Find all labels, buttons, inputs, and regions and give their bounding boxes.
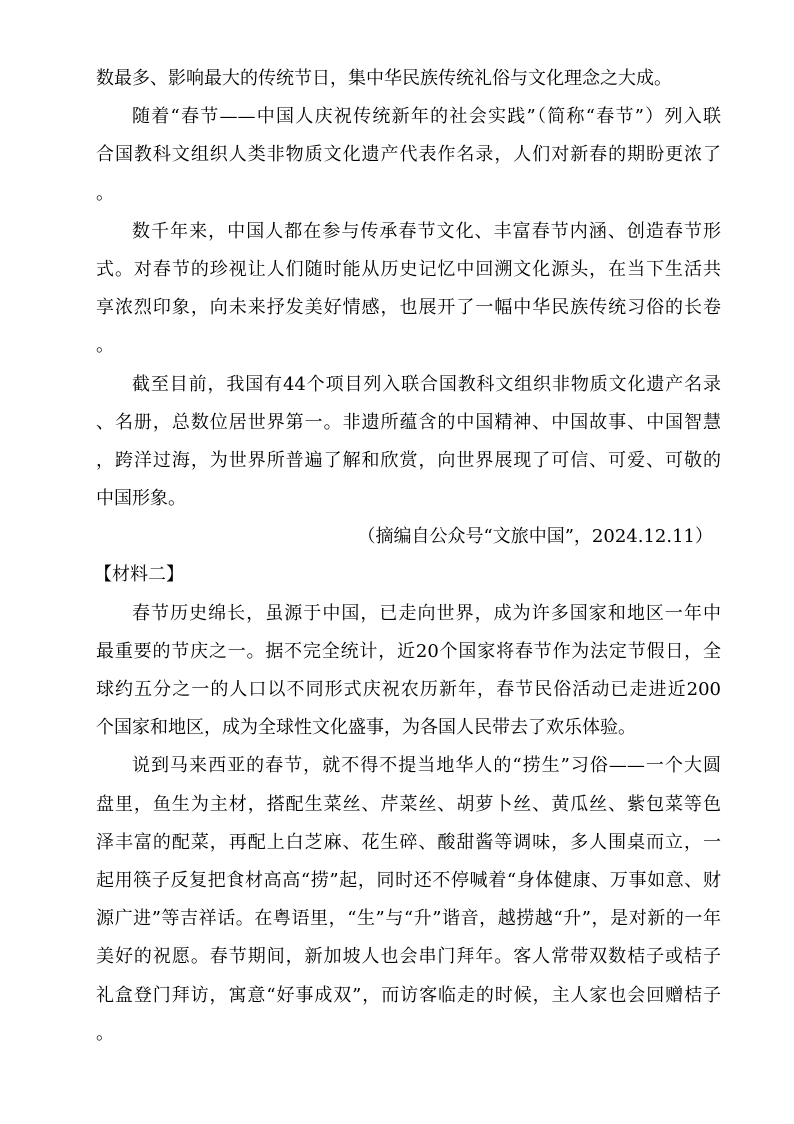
text-line: 、名册，总数位居世界第一。非遗所蕴含的中国精神、中国故事、中国智慧 — [96, 411, 721, 433]
text-line: ，跨洋过海，为世界所普遍了解和欣赏，向世界展现了可信、可爱、可敬的 — [96, 449, 721, 471]
text-line: 泽丰富的配菜，再配上白芝麻、花生碎、酸甜酱等调味，多人围桌而立，一 — [96, 831, 721, 853]
text-line: 盘里，鱼生为主材，搭配生菜丝、芹菜丝、胡萝卜丝、黄瓜丝、紫包菜等色 — [96, 793, 721, 815]
text-line: 最重要的节庆之一。据不完全统计，近20个国家将春节作为法定节假日，全 — [96, 640, 721, 662]
paragraph-start-line: 数千年来，中国人都在参与传承春节文化、丰富春节内涵、创造春节形 — [132, 220, 721, 242]
source-citation: （摘编自公众号“文旅中国”，2024.12.11） — [357, 526, 713, 548]
text-line: 合国教科文组织人类非物质文化遗产代表作名录，人们对新春的期盼更浓了 — [96, 144, 721, 166]
text-line: 。 — [96, 182, 114, 204]
text-line: 礼盒登门拜访，寓意“好事成双”，而访客临走的时候，主人家也会回赠桔子 — [96, 984, 721, 1006]
document-page — [96, 60, 721, 1053]
text-line: 个国家和地区，成为全球性文化盛事，为各国人民带去了欢乐体验。 — [96, 717, 636, 739]
paragraph-start-line: 说到马来西亚的春节，就不得不提当地华人的“捞生”习俗——一个大圆 — [132, 755, 721, 777]
section-label: 【材料二】 — [94, 564, 184, 586]
paragraph-start-line: 春节历史绵长，虽源于中国，已走向世界，成为许多国家和地区一年中 — [132, 602, 721, 624]
text-line: 。 — [96, 1022, 114, 1044]
text-line: 起用筷子反复把食材高高“捞”起，同时还不停喊着“身体健康、万事如意、财 — [96, 869, 721, 891]
paragraph-start-line: 随着“春节——中国人庆祝传统新年的社会实践”（简称“春节”）列入联 — [132, 106, 721, 128]
text-line: 美好的祝愿。春节期间，新加坡人也会串门拜年。客人常带双数桔子或桔子 — [96, 946, 721, 968]
text-line: 球约五分之一的人口以不同形式庆祝农历新年，春节民俗活动已走进近200 — [96, 679, 721, 700]
text-line: 式。对春节的珍视让人们随时能从历史记忆中回溯文化源头，在当下生活共 — [96, 258, 721, 280]
text-line: 。 — [96, 335, 114, 357]
paragraph-start-line: 截至目前，我国有44个项目列入联合国教科文组织非物质文化遗产名录 — [132, 373, 721, 395]
text-line: 源广进”等吉祥话。在粤语里，“生”与“升”谐音，越捞越“升”，是对新的一年 — [96, 908, 721, 930]
text-line: 中国形象。 — [96, 488, 186, 510]
text-line: 享浓烈印象，向未来抒发美好情感，也展开了一幅中华民族传统习俗的长卷 — [96, 297, 721, 319]
text-line: 数最多、影响最大的传统节日，集中华民族传统礼俗与文化理念之大成。 — [96, 68, 672, 89]
